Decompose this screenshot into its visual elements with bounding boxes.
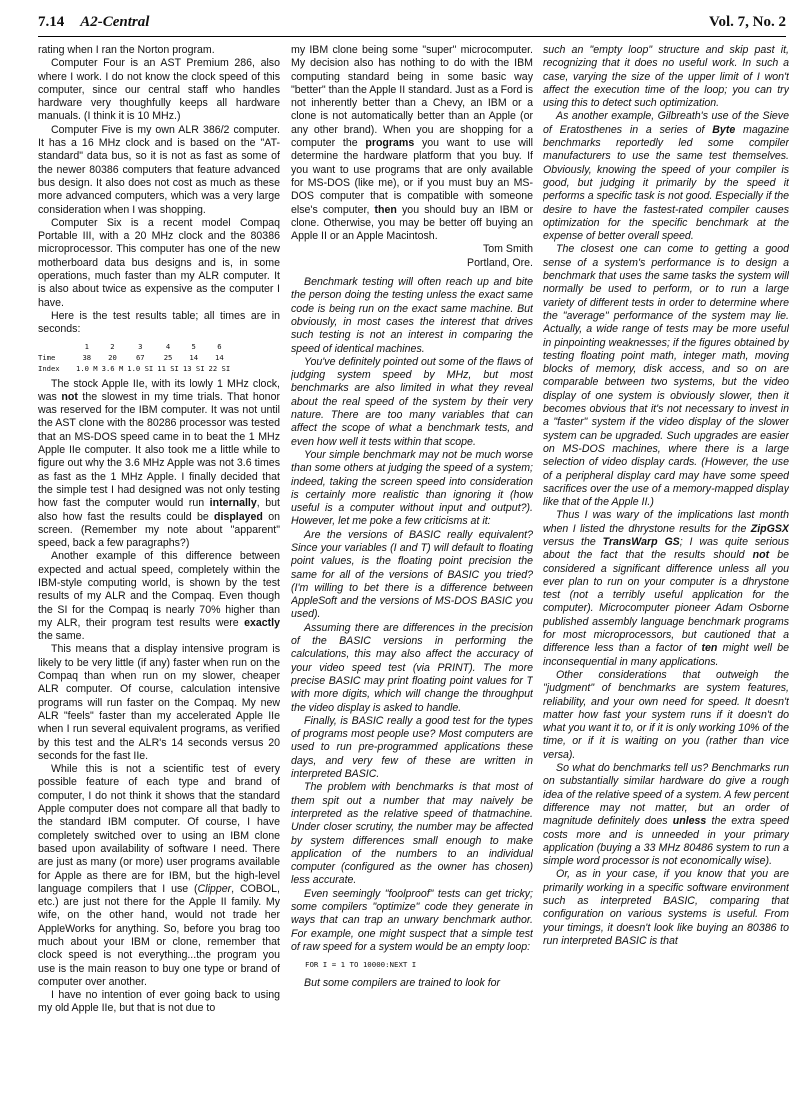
text-run: the extra speed costs more and is unneeded in your primary application (buying a 33 MHz 80486 system to run a simple word processor is not economically wise). <box>543 815 789 868</box>
paragraph: Here is the test results table; all times are in seconds: <box>38 309 280 336</box>
table-cell: 38 <box>82 352 92 362</box>
paragraph <box>38 550 280 643</box>
editor-reply-continued <box>543 44 789 948</box>
bold-text: not <box>61 390 78 403</box>
table-cell: 4 <box>165 341 171 351</box>
journal-name: A2-Central <box>80 14 150 30</box>
signature-name: Tom Smith <box>482 243 533 256</box>
text-run: versus the <box>543 535 603 548</box>
table-cell: 1.0 M <box>76 363 98 373</box>
results-table <box>38 341 234 374</box>
editor-reply <box>291 276 533 991</box>
paragraph: Assuming there are differences in the precision of the BASIC versions in performing the calculations, this may also affect the accuracy of your video speed test (via PRINT). The more precise BASIC may print floating point values for T with more digits, which will change the throughput the video display is asked to handle. <box>291 621 533 714</box>
text-run: the slowest in my time trials. That honor was reserved for the IBM computer. It was not until the AST clone with the 80286 processor was tested that an MS-DOS speed came in to beat the 1 MHz Apple IIe computer. It also took me a little while to figure out why the 3.6 MHz Apple was not 3.6 times as fast as the 1 MHz Apple. I finally decided that the simple test I had designed was not only testing how fast the computer would run <box>38 390 280 510</box>
paragraph <box>543 509 789 669</box>
paragraph <box>38 763 280 989</box>
page-header <box>38 12 786 37</box>
table-cell: 25 <box>163 352 173 362</box>
table-cell: 1.0 SI <box>127 363 154 373</box>
paragraph: The problem with benchmarks is that most of them spit out a number that may naively be interpreted as the relative speed of thatmachine. Under closer scrutiny, the number may be affected by system differences small enough to make application of the numbers to an individual computer (configured as the owner has chosen) less accurate. <box>291 781 533 887</box>
text-run: the same. <box>38 630 85 643</box>
paragraph: such an "empty loop" structure and skip past it, recognizing that it does no useful work. In such a case, varying the size of the upper limit of I won't affect the execution time of the loop; you can try using this to detect such optimization. <box>543 44 789 110</box>
text-run: , COBOL, etc.) are just not there for the Apple II family. My wife, on the other hand, would not trade her AppleWorks for anything. So, before you brag too much about your IBM or clone, remember that clock speed is not everything...the program you use is the main reason to buy one type or brand of computer over another. <box>38 882 280 988</box>
paragraph: This means that a display intensive program is likely to be very little (if any) faster when run on the Compaq than when run on my slower, cheaper ALR computer. Of course, calculation intensive programs will run faster on the Compaq. My new ALR "feels" faster than my accelerated Apple IIe when I run several equivalent programs, as verified by this test and the ALR's 14 seconds versus 20 seconds for the fast IIe. <box>38 643 280 762</box>
table-cell: 67 <box>135 352 145 362</box>
bold-text: displayed <box>214 510 263 523</box>
table-cell: 1 <box>84 341 89 351</box>
page-number: 7.14 <box>38 14 65 30</box>
text-run: you want to use will determine the hardware platform that you buy. If you want to use programs that are only available for MS-DOS (like me), or if you must buy an MS-DOS computer that is compatible with someone else's computer, <box>291 137 533 216</box>
text-run: Another example of this difference between expected and actual speed, completely within the IBM-style computing world, is shown by the test results of my ALR and the Compaq. Even though the SI for the Compaq is nearly 70% higher than my ALR, their program test results were <box>38 550 280 629</box>
paragraph: Or, as in your case, if you know that you are primarily working in a specific software environment such as interpreted BASIC, comparing that configuration on various systems is useful. From your timings, it doesn't look like buying an 80386 to run interpreted BASIC is that <box>543 868 789 947</box>
bold-text: internally <box>209 497 257 510</box>
text-run: might well be inconsequential in many applications. <box>543 642 789 668</box>
code-sample: FOR I = 1 TO 10000:NEXT I <box>305 960 417 970</box>
table-cell: Index <box>38 363 60 373</box>
table-cell: Time <box>38 352 56 362</box>
paragraph: But some compilers are trained to look for <box>304 977 501 990</box>
text-run: Thus I was wary of the implications last month when I listed the dhrystone results for the <box>543 509 789 535</box>
text-run: So what do benchmarks tell us? Benchmarks run on substantially similar hardware do give a rough idea of the relative speed of a system. A few percent difference may not matter, but an order of magnitude definitely does <box>543 762 789 828</box>
column-3 <box>543 44 789 1112</box>
text-run: While this is not a scientific test of every possible feature of each type and brand of computer, I do not think it shows that the standard Apple computer does not compare all that badly to the standard IBM computer. Of course, I have completely switched over to using an IBM clone based upon availability of software I need. There are just as many (or more) user programs available for Apple as there are for IBM, but the high-level language compilers that I use ( <box>38 763 280 895</box>
table-cell: 11 SI <box>157 363 179 373</box>
signature-location: Portland, Ore. <box>467 256 533 269</box>
text-run: ; I was quite serious about the fact that the results should <box>543 535 789 562</box>
bold-text: TransWarp GS <box>602 535 680 548</box>
page-folio <box>38 14 149 31</box>
column-2 <box>291 44 533 1112</box>
text-run: magazine benchmarks reportedly led some compiler manufacturers to use the same test themselves. Obviously, knowing the speed of your compiler is good, but judging it primarily by the speed it performs a specific task is not good. Especially if the desire to have the fastest-rated compiler causes optimization for the specific benchmark at the expense of better overall speed. <box>543 123 789 243</box>
table-cell: 13 SI <box>182 363 205 373</box>
bold-text: not <box>752 549 770 562</box>
bold-text: unless <box>672 815 707 828</box>
table-cell: 2 <box>110 341 115 351</box>
table-cell: 3.6 M <box>101 363 124 373</box>
table-cell: 20 <box>108 352 117 362</box>
bold-text: then <box>374 203 397 216</box>
paragraph: Computer Four is an AST Premium 286, also where I work. I do not know the clock speed of this computer, since our central staff who handles hardware very thoughfully keeps all hardware manuals. (I think it is 10 MHz.) <box>38 57 280 123</box>
column-1 <box>38 44 280 1112</box>
table-cell: 3 <box>138 341 143 351</box>
bold-text: ZipGSX <box>750 522 789 535</box>
table-cell: 5 <box>191 341 196 351</box>
paragraph: Other considerations that outweigh the "judgment" of benchmarks are system features, reliability, and your own need for speed. It doesn't matter how fast your system runs if it doesn't do what you want it to, or if it is only working 10% of the time, or if it is waiting on you (rather than vice versa). <box>543 668 789 761</box>
text-run: be considered a significant difference unless all you ever plan to run on your computer is a dhrystone test (not a terribly useful application for the computer). Microcomputer pioneer Adam Osborne published assembly language benchmark programs for most microprocessors, but cautioned that a difference less than a factor of <box>543 549 789 655</box>
paragraph: Even seemingly "foolproof" tests can get tricky; some compilers "optimize" code they generate in ways that can trap an unwary benchmark author. For example, one might suspect that a simple test of raw speed for a system would be an empty loop: <box>291 887 533 953</box>
text-run: The stock Apple IIe, with its lowly 1 MHz clock, was <box>38 377 280 403</box>
paragraph <box>543 762 789 868</box>
text-run: , but also how fast the results could be <box>38 497 280 523</box>
paragraph: Computer Six is a recent model Compaq Portable III, with a 20 MHz clock and the 80386 microprocessor. This computer has one of the new motherboard data bus designs and is, in some operations, much faster than my ALR computer. It is also about twice as expensive as the computer I have. <box>38 216 280 309</box>
bold-text: Byte <box>712 123 736 136</box>
text-run: As another example, Gilbreath's use of the Sieve of Eratosthenes in a series of <box>543 110 789 136</box>
paragraph: Finally, is BASIC really a good test for the types of programs most people use? Most computers are used to run pre-programmed applications these days, and very few of these are written in interpreted BASIC. <box>291 714 533 781</box>
paragraph: Are the versions of BASIC really equivalent? Since your variables (I and T) will default to floating point values, is the floating point precision the same for all of the versions of BASIC you tried? (I'm willing to bet there is a difference between AppleSoft and the versions of MS-DOS BASIC you used). <box>291 528 533 621</box>
table-cell: 14 <box>189 352 199 362</box>
text-run: you should buy an IBM or clone. Otherwise, you may be better off buying an Apple II or an Apple Macintosh. <box>291 203 533 243</box>
paragraph <box>291 44 533 243</box>
table-header-row <box>38 341 234 352</box>
table-cell: 14 <box>215 352 224 362</box>
paragraph: The closest one can come to getting a good sense of a system's performance is to design a benchmark that uses the same tasks the system will normally be used to perform, or to run a large variety of different tests in order to determine where the "average" performance of the system may lie. Actually, a wide range of tests may be more useful in pinpointing weaknesses; if the figures obtained by testing floating point math, integer math, moving blocks of memory, disk access, and so on are comparable between two systems, but the video display of one system is obviously slower, then it becomes obvious that it's not necessary to invest in a "faster" system if the video display of the slower system can be upgraded. Such upgrades are easier on MS-DOS machines, where there is a large selection of video display cards. (However, the use of a peripheral display card may have some speed sacrifices over the use of a memory-mapped display like that of the Apple II.) <box>543 243 789 509</box>
paragraph: Computer Five is my own ALR 386/2 computer. It has a 16 MHz clock and is based on the "AT-standard" data bus, so it is not as fast as some of the newer 80386 computers that feature advanced bus design. It also does not cost as much as these more advanced computers, which was a very large consideration when I was shopping. <box>38 123 280 216</box>
paragraph: rating when I ran the Norton program. <box>38 44 215 56</box>
table-row <box>38 363 234 374</box>
bold-text: ten <box>701 642 718 655</box>
table-cell: 22 SI <box>208 363 231 373</box>
paragraph <box>543 110 789 243</box>
table-row <box>38 352 234 363</box>
paragraph: Your simple benchmark may not be much worse than some others at judging the speed of a system; indeed, taking the screen speed into consideration is certainly more realistic than ignoring it (how useful is a computer without input and output?). However, let me poke a few criticisms at it: <box>291 448 533 528</box>
text-run: on screen. (Remember my note about "apparent" speed, back a few paragraphs?) <box>38 510 280 550</box>
bold-text: programs <box>365 137 415 150</box>
text-run: my IBM clone being some "super" microcomputer. My decision also has nothing to do with the IBM computing standard being in some basic way "better" than the Apple II standard. Just as a Ford is not inherently better than a Chevy, an IBM or a clone is not automatically better than an Apple (or any other brand). When you are shopping for a computer the <box>291 44 533 150</box>
bold-text: exactly <box>244 616 280 629</box>
issue-label: Vol. 7, No. 2 <box>709 14 786 30</box>
table-cell: 6 <box>217 341 222 351</box>
paragraph: I have no intention of ever going back to using my old Apple IIe, but that is not due to <box>38 989 280 1015</box>
paragraph: You've definitely pointed out some of the flaws of judging system speed by MHz, but most benchmarks are also limited in what they reveal about the real speed of the system by their very nature. There are too many variables that can affect the scope of what a benchmark tests, and even how well it tests within that scope. <box>291 355 533 448</box>
table-cell <box>38 341 76 352</box>
italic-text: Clipper <box>197 882 232 895</box>
paragraph: Benchmark testing will often reach up and bite the person doing the testing unless the exact same code is being run on the exact same machine. But obviously, in most cases the interest that drives such testing is not an interest in comparing the speed of identical machines. <box>291 276 533 355</box>
paragraph <box>38 378 280 551</box>
